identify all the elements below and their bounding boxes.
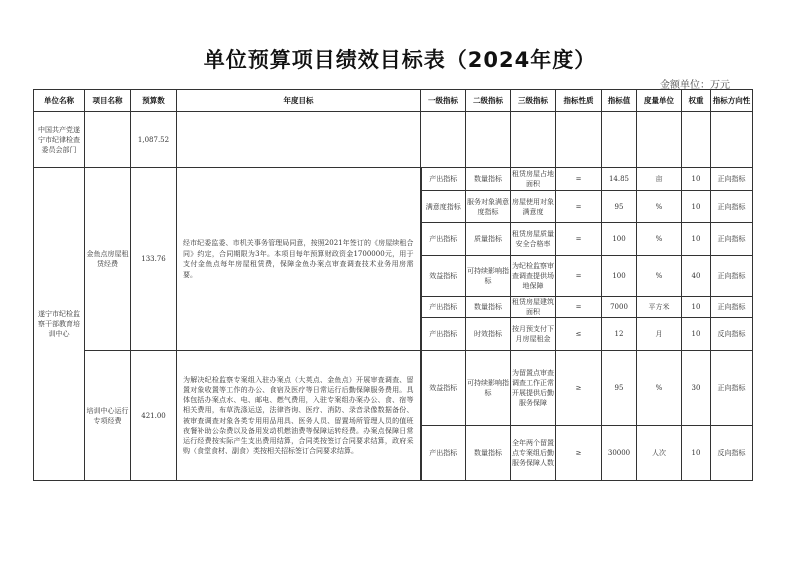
indicator-direction: 正向指标 (711, 223, 753, 256)
indicator-weight: 10 (682, 318, 711, 351)
indicator-direction: 反向指标 (711, 318, 753, 351)
indicator-weight: 40 (682, 256, 711, 297)
indicator-l2: 服务对象满意度指标 (466, 191, 511, 223)
header-direction: 指标方向性 (711, 90, 753, 112)
indicator-nature: = (556, 297, 602, 318)
indicator-unit: 人次 (637, 426, 682, 481)
indicator-l2: 数量指标 (466, 168, 511, 191)
project-goal: 为解决纪检监察专案组入驻办案点（大英点、金鱼点）开展审查调查、留置对象收置等工作的办公、食宿及医疗等日常运行后勤保障服务费用。具体包括办案点水、电、邮电、燃气费用，入驻专案组办案办公、食、宿等相关费用，布草洗涤运送，法律咨询、医疗、消防、录音录像数据备份、被审查调查对象各类专用用品用具、医务人员、留置场所管理人员的值班夜餐补助公杂费以及备用发动机燃油费等保障运转经费。办案点保障日常运行经费按实际产生支出费用结算，合同类按签订合同要求结算，政府采购（食堂食材、副食）类按相关招标签订合同要求结算。 (177, 351, 421, 481)
header-measure-unit: 度量单位 (637, 90, 682, 112)
indicator-direction: 反向指标 (711, 426, 753, 481)
indicator-l2: 可持续影响指标 (466, 256, 511, 297)
indicator-direction: 正向指标 (711, 297, 753, 318)
project-goal: 经市纪委监委、市机关事务管理局同意，按照2021年签订的《房屋续租合同》约定，合同期限为3年。本项目每年预算财政资金1700000元，用于支付金鱼点每年房屋租赁费，保障金鱼办案点审查调查技术业务用房需要。 (177, 168, 421, 351)
header-weight: 权重 (682, 90, 711, 112)
header-level3: 三级指标 (511, 90, 556, 112)
indicator-unit: % (637, 223, 682, 256)
indicator-l3: 房屋使用对象满意度 (511, 191, 556, 223)
indicator-direction: 正向指标 (711, 168, 753, 191)
header-project-name: 项目名称 (85, 90, 131, 112)
indicator-nature: = (556, 168, 602, 191)
indicator-l2: 质量指标 (466, 223, 511, 256)
indicator-nature: ≤ (556, 318, 602, 351)
indicator-l2: 时效指标 (466, 318, 511, 351)
indicator-l1: 产出指标 (421, 168, 466, 191)
indicator-nature: ≥ (556, 351, 602, 426)
indicator-l3: 为纪检监察审查调查提供场地保障 (511, 256, 556, 297)
indicator-unit: 平方米 (637, 297, 682, 318)
indicator-value: 12 (602, 318, 637, 351)
indicator-unit: % (637, 351, 682, 426)
indicator-l3: 全年两个留置点专案组后勤服务保障人数 (511, 426, 556, 481)
project-name: 培训中心运行专项经费 (85, 351, 131, 481)
unit2-name: 遂宁市纪检监察干部教育培训中心 (34, 168, 85, 481)
header-nature: 指标性质 (556, 90, 602, 112)
indicator-l3: 为留置点审查调查工作正常开展提供后勤服务保障 (511, 351, 556, 426)
indicator-unit: % (637, 191, 682, 223)
indicator-value: 14.85 (602, 168, 637, 191)
indicator-l1: 产出指标 (421, 297, 466, 318)
indicator-value: 100 (602, 256, 637, 297)
indicator-unit: % (637, 256, 682, 297)
indicator-l3: 租赁房屋建筑面积 (512, 298, 554, 316)
indicator-weight: 10 (682, 223, 711, 256)
dept-project-name (85, 112, 131, 168)
amount-unit-note: 金额单位：万元 (660, 80, 730, 91)
indicator-direction: 正向指标 (711, 256, 753, 297)
indicator-l3: 按月预支付下月房屋租金 (511, 318, 556, 351)
indicator-l1: 产出指标 (421, 426, 466, 481)
header-row (34, 90, 753, 112)
project-name: 金鱼点房屋租赁经费 (85, 168, 131, 351)
indicator-value: 95 (602, 351, 637, 426)
header-level2: 二级指标 (466, 90, 511, 112)
header-value: 指标值 (602, 90, 637, 112)
indicator-l1: 产出指标 (421, 223, 466, 256)
indicator-l2: 可持续影响指标 (466, 351, 511, 426)
indicator-direction: 正向指标 (711, 351, 753, 426)
indicator-l1: 效益指标 (421, 256, 466, 297)
project-budget: 133.76 (131, 168, 177, 351)
table-row (34, 351, 753, 426)
indicator-nature: ≥ (556, 426, 602, 481)
dept-budget: 1,087.52 (131, 112, 177, 168)
indicator-weight: 10 (682, 168, 711, 191)
indicator-weight: 10 (682, 426, 711, 481)
indicator-unit: 亩 (637, 168, 682, 191)
indicator-nature: = (556, 223, 602, 256)
header-budget: 预算数 (131, 90, 177, 112)
indicator-nature: = (556, 191, 602, 223)
dept-row (34, 112, 753, 168)
indicator-nature: = (556, 256, 602, 297)
indicator-weight: 10 (682, 191, 711, 223)
table-row (34, 168, 753, 191)
header-annual-goal: 年度目标 (177, 90, 421, 112)
indicator-value: 95 (602, 191, 637, 223)
project-budget: 421.00 (131, 351, 177, 481)
header-unit-name: 单位名称 (34, 90, 85, 112)
indicator-l2: 数量指标 (466, 426, 511, 481)
indicator-l3: 租赁房屋质量安全合格率 (511, 223, 556, 256)
header-level1: 一级指标 (421, 90, 466, 112)
page-title: 单位预算项目绩效目标表（2024年度） (203, 48, 597, 72)
indicator-l1: 效益指标 (421, 351, 466, 426)
indicator-l1: 产出指标 (421, 318, 466, 351)
indicator-weight: 30 (682, 351, 711, 426)
indicator-l3: 租赁房屋占地面积 (511, 168, 556, 191)
dept-unit-name: 中国共产党遂宁市纪律检查委员会部门 (34, 112, 85, 168)
indicator-l2: 数量指标 (466, 297, 511, 318)
indicator-direction: 正向指标 (711, 191, 753, 223)
indicator-value: 100 (602, 223, 637, 256)
indicator-value: 30000 (602, 426, 637, 481)
indicator-weight: 10 (682, 297, 711, 318)
indicator-unit: 月 (637, 318, 682, 351)
indicator-value: 7000 (602, 297, 637, 318)
performance-target-table (33, 89, 753, 481)
indicator-l1: 满意度指标 (421, 191, 466, 223)
